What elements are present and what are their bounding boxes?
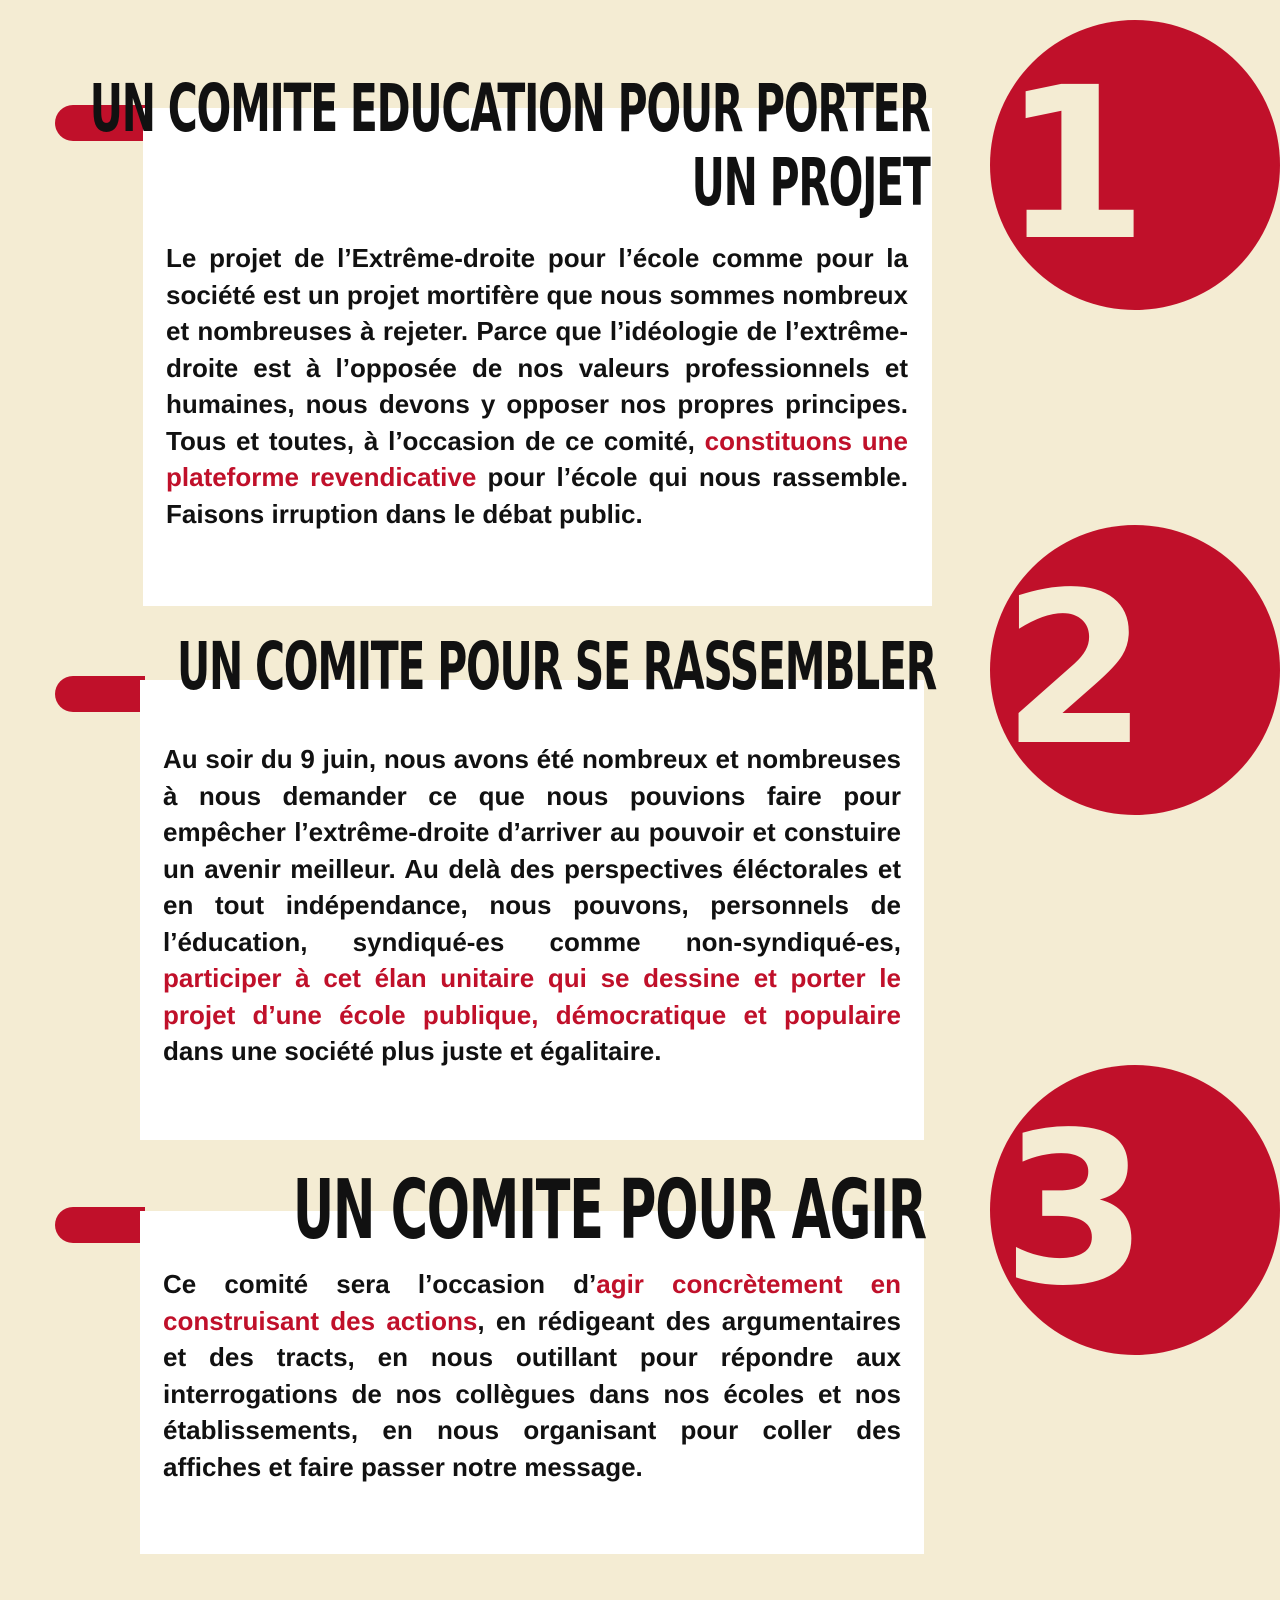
section-1-title [90, 72, 930, 220]
section-3-highlight: agir concrètement en construisant des actions [163, 1269, 901, 1336]
section-3-tab [55, 1207, 145, 1243]
section-3-text-part-2: , en rédigeant des argumentaires et des tracts, en nous outillant pour répondre aux interrogations de nos collègues dans nos écoles et nos établissements, en nous organisant pour coller des affiches et faire passer notre message. [163, 1305, 901, 1482]
section-2-text-part-1: Au soir du 9 juin, nous avons été nombreux et nombreuses à nous demander ce que nous pouvions faire pour empêcher l’extrême-droite d’arriver au pouvoir et constuire un avenir meilleur. Au delà des perspectives éléctorales et en tout indépendance, nous pouvons, personnels de l’éducation, syndiqué-es comme non-syndiqué-es, [163, 744, 901, 957]
section-3-text [163, 1266, 901, 1485]
section-2-highlight: participer à cet élan unitaire qui se dessine et porter le projet d’une école publique, démocratique et populaire [163, 963, 901, 1030]
section-2-title-line-1: UN COMITE POUR SE RASSEMBLER [177, 628, 936, 705]
section-1-text-part-1: Le projet de l’Extrême-droite pour l’école comme pour la société est un projet mortifère que nous sommes nombreux et nombreuses à rejeter. Parce que l’idéologie de l’extrême-droite est à l’opposée de nos valeurs professionnels et humaines, nous devons y opposer nos propres principes. Tous et toutes, à l’occasion de ce comité, [166, 243, 908, 456]
number-1: 1 [1001, 42, 1149, 287]
section-3-title-line-1: UN COMITE POUR AGIR [293, 1163, 926, 1258]
section-2-text [163, 741, 901, 1070]
section-number-2 [990, 525, 1280, 815]
section-1-title-line-2: UN PROJET [692, 143, 930, 221]
number-3: 3 [1001, 1087, 1149, 1332]
section-1-text-part-2: pour l’école qui nous rassemble. Faisons irruption dans le débat public. [166, 462, 908, 529]
section-2-text-part-2: dans une société plus juste et égalitaire. [163, 1036, 662, 1066]
section-number-1 [990, 20, 1280, 310]
section-3-text-part-1: Ce comité sera l’occasion d’ [163, 1269, 597, 1299]
section-1-title-line-1: UN COMITE EDUCATION POUR PORTER [90, 70, 930, 147]
section-3-title [293, 1165, 926, 1257]
section-number-3 [990, 1065, 1280, 1355]
section-2-title [177, 630, 936, 704]
section-1-text [166, 240, 908, 532]
number-2: 2 [1001, 547, 1149, 792]
section-1-highlight: constituons une plateforme revendicative [166, 425, 908, 492]
section-2-tab [55, 676, 145, 712]
